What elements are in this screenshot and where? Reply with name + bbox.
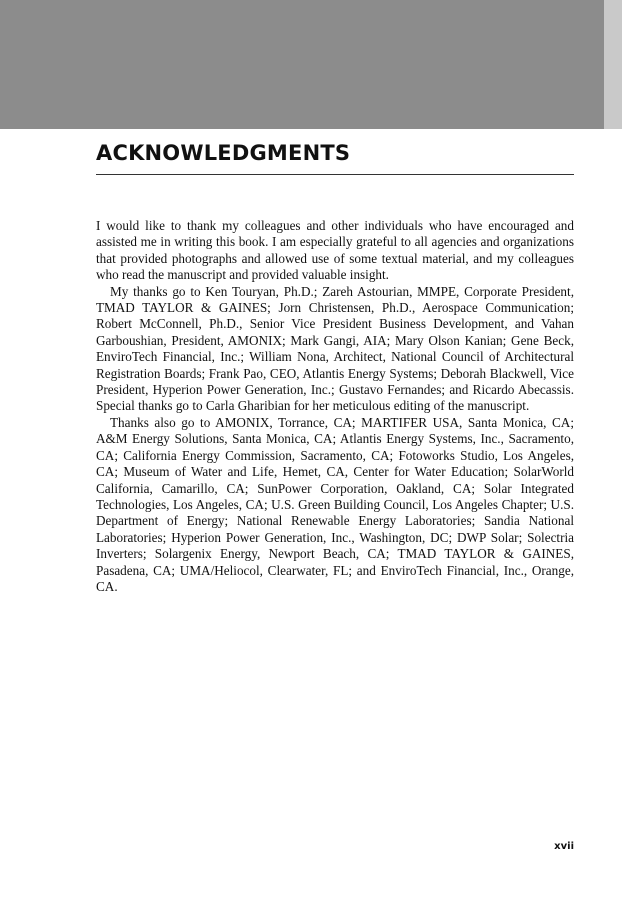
body-text [96, 218, 574, 595]
page-edge-strip [604, 0, 622, 129]
page-title: ACKNOWLEDGMENTS [96, 141, 351, 165]
paragraph-intro: I would like to thank my colleagues and other individuals who have encouraged and assisted me in writing this book. I am especially grateful to all agencies and organizations that provided photographs and allowed use of some textual material, and my colleagues who read the manuscript and provided valuable insight. [96, 218, 574, 283]
title-rule [96, 174, 574, 175]
paragraph-individuals: My thanks go to Ken Touryan, Ph.D.; Zareh Astourian, MMPE, Corporate President, TMAD TAYLOR & GAINES; Jorn Christensen, Ph.D., Aerospace Communication; Robert McConnell, Ph.D., Senior Vice President Business Development, and Vahan Garboushian, President, AMONIX; Mark Gangi, AIA; Mary Olson Kanian; Gene Beck, EnviroTech Financial, Inc.; William Nona, Architect, National Council of Architectural Registration Boards; Frank Pao, CEO, Atlantis Energy Systems; Deborah Blackwell, Vice President, Hyperion Power Generation, Inc.; Gustavo Fernandes; and Ricardo Abecassis. Special thanks go to Carla Gharibian for her meticulous editing of the manuscript. [96, 283, 574, 414]
paragraph-organizations: Thanks also go to AMONIX, Torrance, CA; MARTIFER USA, Santa Monica, CA; A&M Energy Solutions, Santa Monica, CA; Atlantis Energy Systems, Inc., Sacramento, CA; California Energy Commission, Sacramento, CA; Fotoworks Studio, Los Angeles, CA; Museum of Water and Life, Hemet, CA, Center for Water Education; SolarWorld California, Camarillo, CA; SunPower Corporation, Oakland, CA; Solar Integrated Technologies, Los Angeles, CA; U.S. Green Building Council, Los Angeles Chapter; U.S. Department of Energy; National Renewable Energy Laboratories; Sandia National Laboratories; Hyperion Power Generation, Inc., Washington, DC; DWP Solar; Solectria Inverters; Solargenix Energy, Newport Beach, CA; TMAD TAYLOR & GAINES, Pasadena, CA; UMA/Heliocol, Clearwater, FL; and EnviroTech Financial, Inc., Orange, CA. [96, 414, 574, 594]
header-band [0, 0, 604, 129]
page-number: xvii [554, 841, 574, 852]
